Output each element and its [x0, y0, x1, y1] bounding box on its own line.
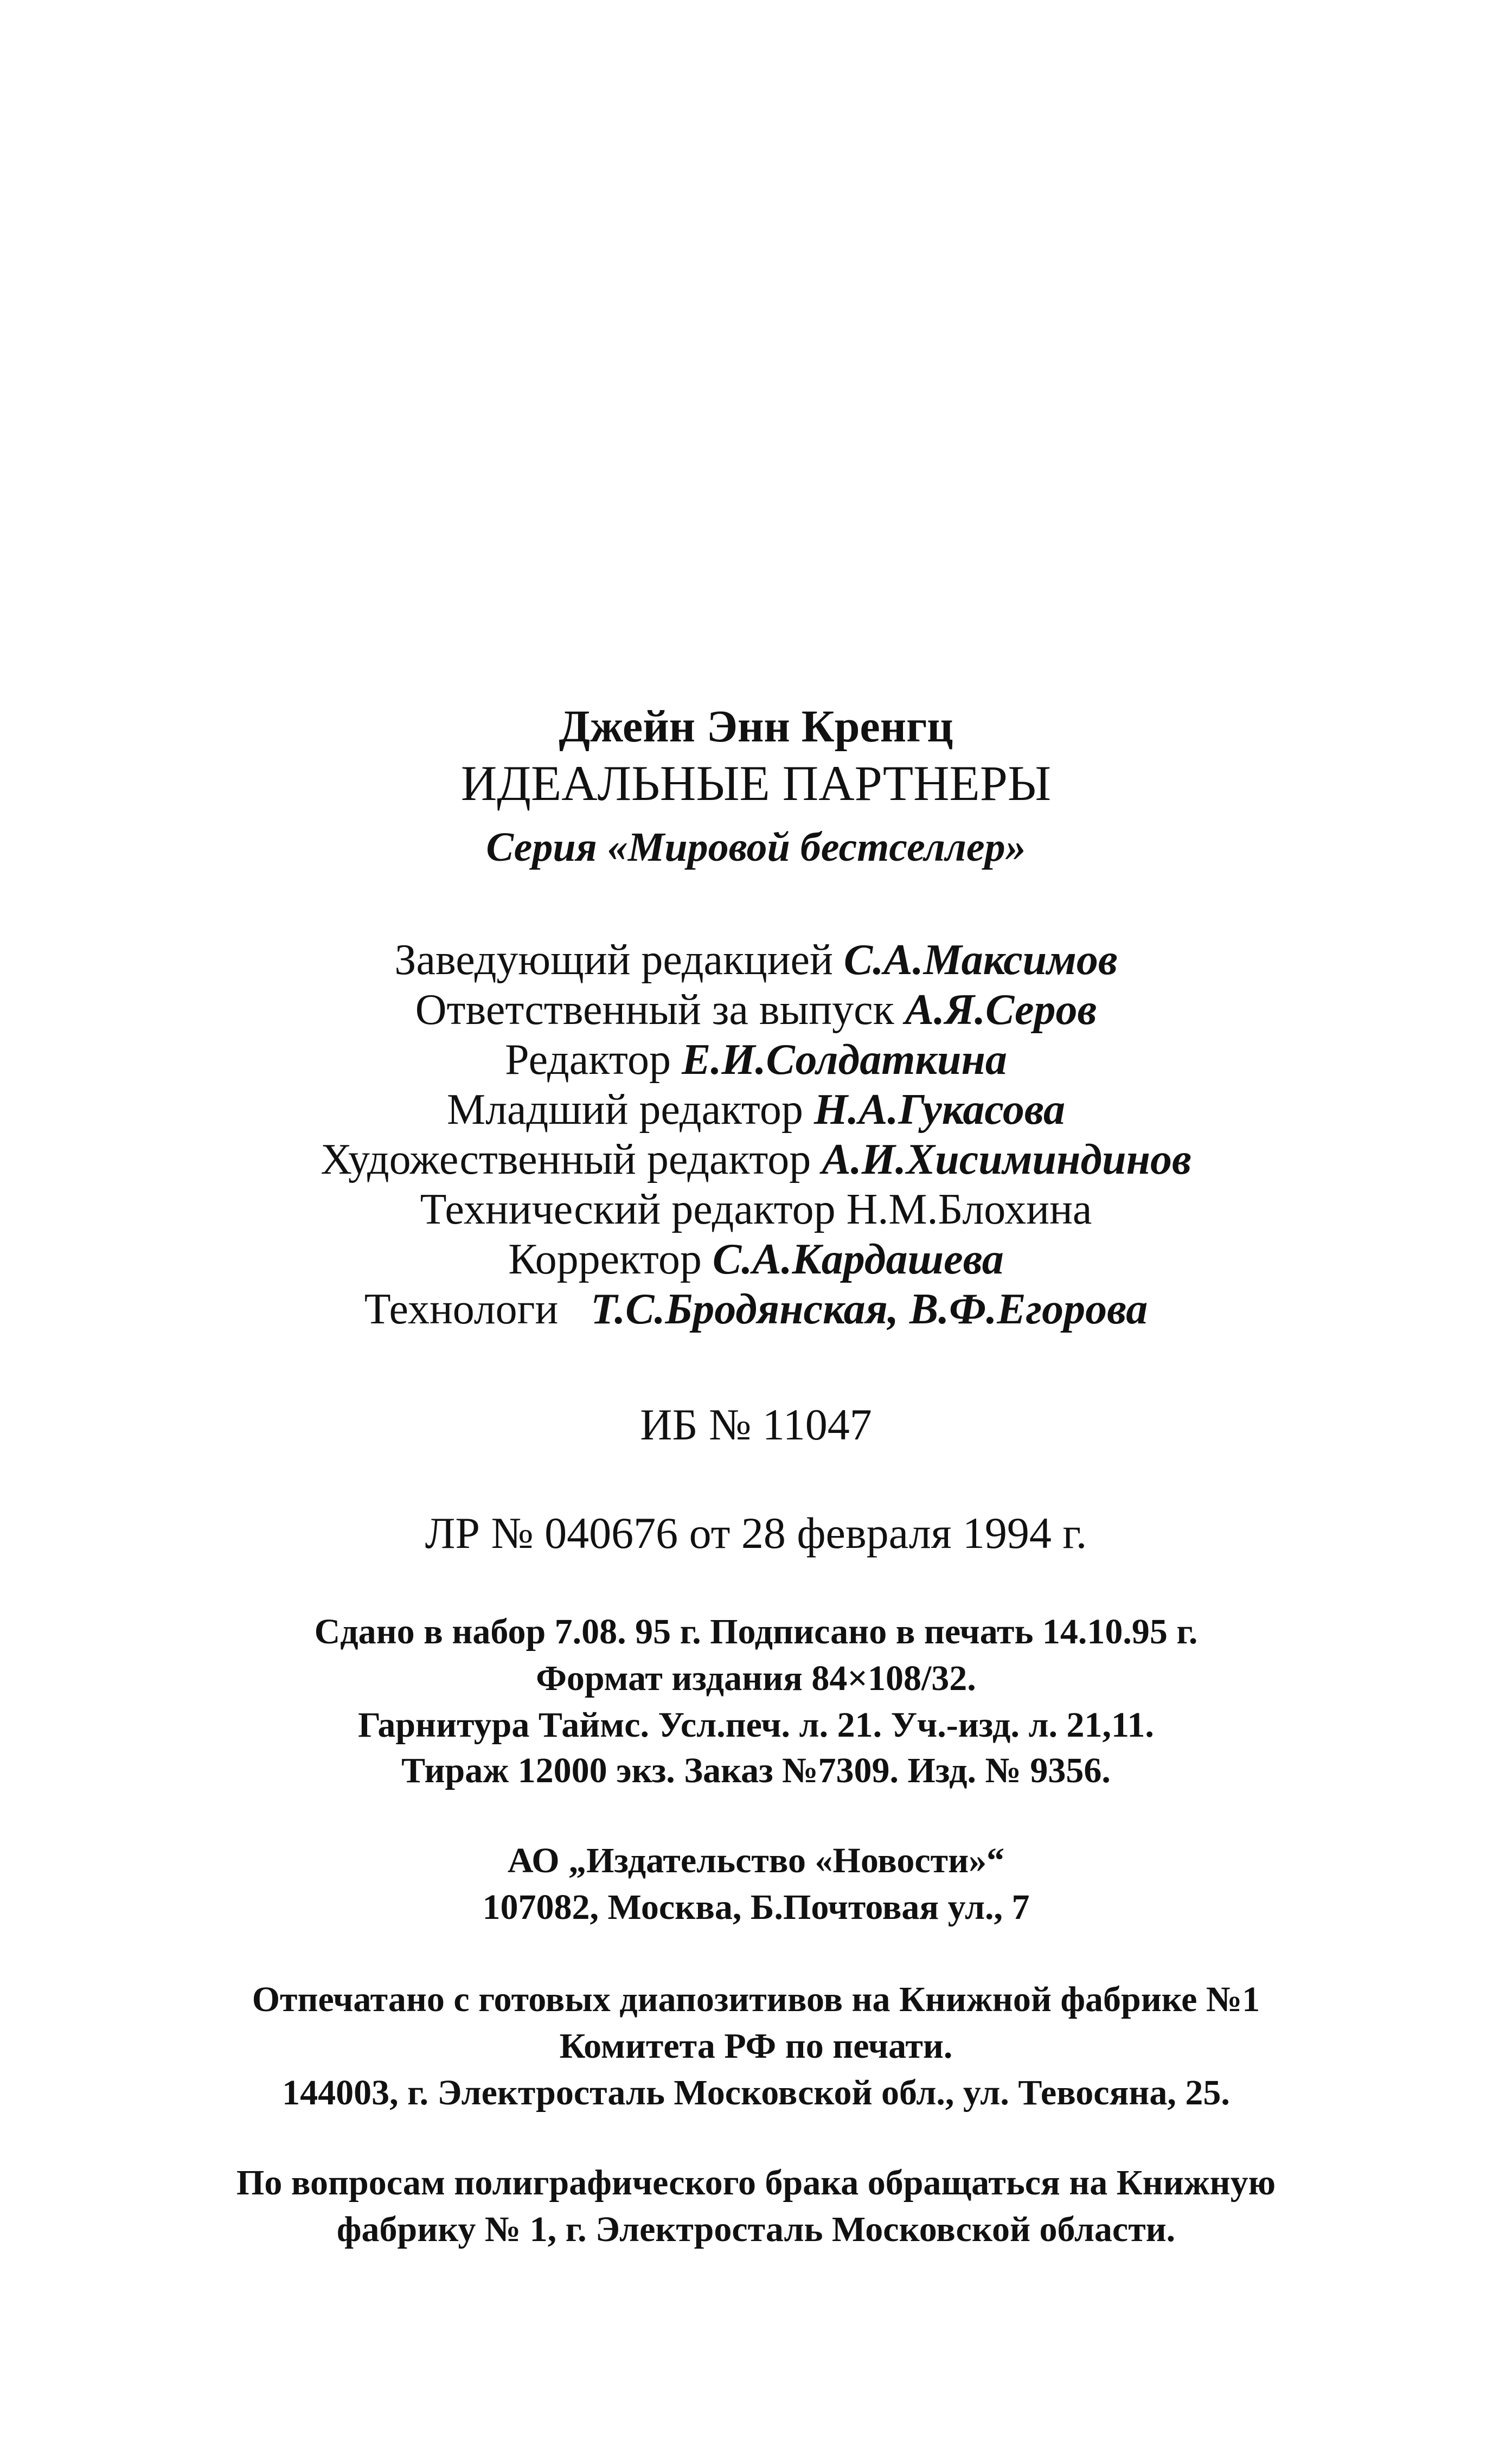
credit-name: С.А.Кардашева	[712, 1236, 1004, 1283]
printer-line: Комитета РФ по печати.	[559, 2026, 953, 2066]
license-number: ЛР № 040676 от 28 февраля 1994 г.	[425, 1508, 1087, 1558]
ib-number: ИБ № 11047	[640, 1400, 872, 1449]
credit-role: Ответственный за выпуск	[415, 986, 894, 1034]
credit-line	[0, 1086, 1512, 1134]
credit-role: Технологи	[364, 1285, 559, 1333]
printer-address: 144003, г. Электросталь Московской обл., ул. Тевосяна, 25.	[282, 2073, 1230, 2113]
credit-line	[0, 938, 1512, 982]
credit-role: Корректор	[508, 1236, 702, 1283]
credit-role: Технический редактор	[420, 1186, 836, 1233]
credit-line	[0, 1138, 1512, 1181]
credit-line	[0, 988, 1512, 1032]
credit-line	[0, 1036, 1512, 1084]
print-detail-line: Гарнитура Таймс. Усл.печ. л. 21. Уч.-изд. л. 21,11.	[358, 1705, 1154, 1745]
book-title: ИДЕАЛЬНЫЕ ПАРТНЕРЫ	[460, 756, 1052, 811]
credit-line	[0, 1188, 1512, 1231]
defects-notice-line: По вопросам полиграфического брака обращаться на Книжную	[236, 2163, 1276, 2203]
credit-name: Е.И.Солдаткина	[681, 1036, 1007, 1084]
author-name: Джейн Энн Кренгц	[559, 701, 953, 752]
credit-name: С.А.Максимов	[843, 936, 1118, 984]
credit-role: Художественный редактор	[321, 1136, 811, 1183]
credit-name: А.Я.Серов	[905, 986, 1097, 1034]
credit-line	[0, 1285, 1512, 1333]
print-detail-line: Формат издания 84×108/32.	[536, 1659, 976, 1698]
publisher-address: 107082, Москва, Б.Почтовая ул., 7	[482, 1887, 1030, 1927]
credit-name: А.И.Хисиминдинов	[822, 1136, 1191, 1183]
print-detail-line: Тираж 12000 экз. Заказ №7309. Изд. № 9356.	[401, 1751, 1111, 1790]
credit-name: Н.А.Гукасова	[813, 1086, 1066, 1134]
credit-line	[0, 1238, 1512, 1281]
credit-name: Т.С.Бродянская, В.Ф.Егорова	[591, 1285, 1148, 1333]
publisher-line: АО „Издательство «Новости»“	[507, 1841, 1005, 1880]
credit-role: Редактор	[505, 1036, 671, 1084]
series-name: Серия «Мировой бестселлер»	[486, 824, 1026, 870]
credit-role: Младший редактор	[446, 1086, 803, 1134]
printer-line: Отпечатано с готовых диапозитивов на Книжной фабрике №1	[252, 1980, 1260, 2019]
credit-role: Заведующий редакцией	[394, 936, 833, 984]
print-detail-line: Сдано в набор 7.08. 95 г. Подписано в печать 14.10.95 г.	[314, 1612, 1198, 1652]
credit-name: Н.М.Блохина	[846, 1186, 1092, 1233]
defects-notice-line: фабрику № 1, г. Электросталь Московской области.	[336, 2210, 1176, 2249]
